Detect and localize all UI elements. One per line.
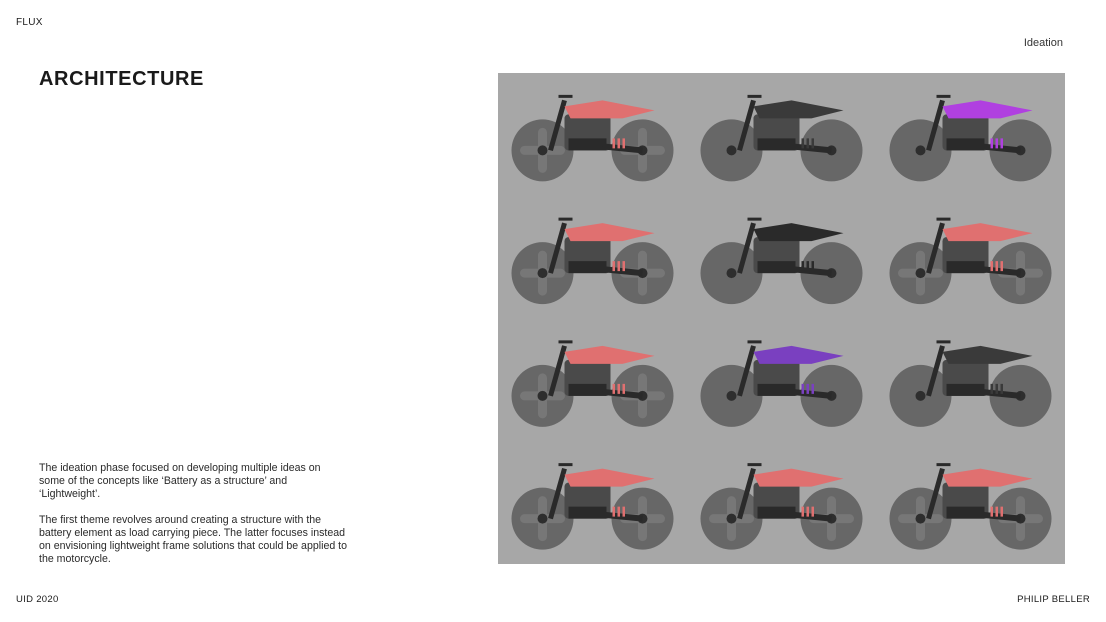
footer-course: UID 2020 [16,594,59,605]
page-title: ARCHITECTURE [39,68,204,90]
motorcycle-sketch [701,219,863,304]
motorcycle-sketch [890,342,1052,427]
description-paragraph-1: The ideation phase focused on developing multiple ideas on some of the concepts like ‘Battery as a structure’ and ‘Lightweight’. [39,462,321,500]
motorcycle-sketch [890,96,1052,181]
description [39,462,349,579]
description-paragraph-2: The first theme revolves around creating a structure with the battery element as load carrying piece. The latter focuses instead on envisioning lightweight frame solutions that could be applied to the motorcycle. [39,514,348,565]
section-label: Ideation [1023,37,1063,49]
motorcycle-sketch [512,96,674,181]
footer-author: PHILIP BELLER [1017,594,1090,605]
motorcycle-sketch [512,465,674,550]
motorcycle-sketch [701,96,863,181]
motorcycle-sketch [890,219,1052,304]
motorcycle-sketch [701,465,863,550]
brand-label: FLUX [16,17,43,28]
sketch-gallery-canvas [498,73,1065,564]
motorcycle-sketch [512,219,674,304]
sketch-gallery [498,73,1065,564]
motorcycle-sketch [512,342,674,427]
motorcycle-sketch [890,465,1052,550]
motorcycle-sketch [701,342,863,427]
